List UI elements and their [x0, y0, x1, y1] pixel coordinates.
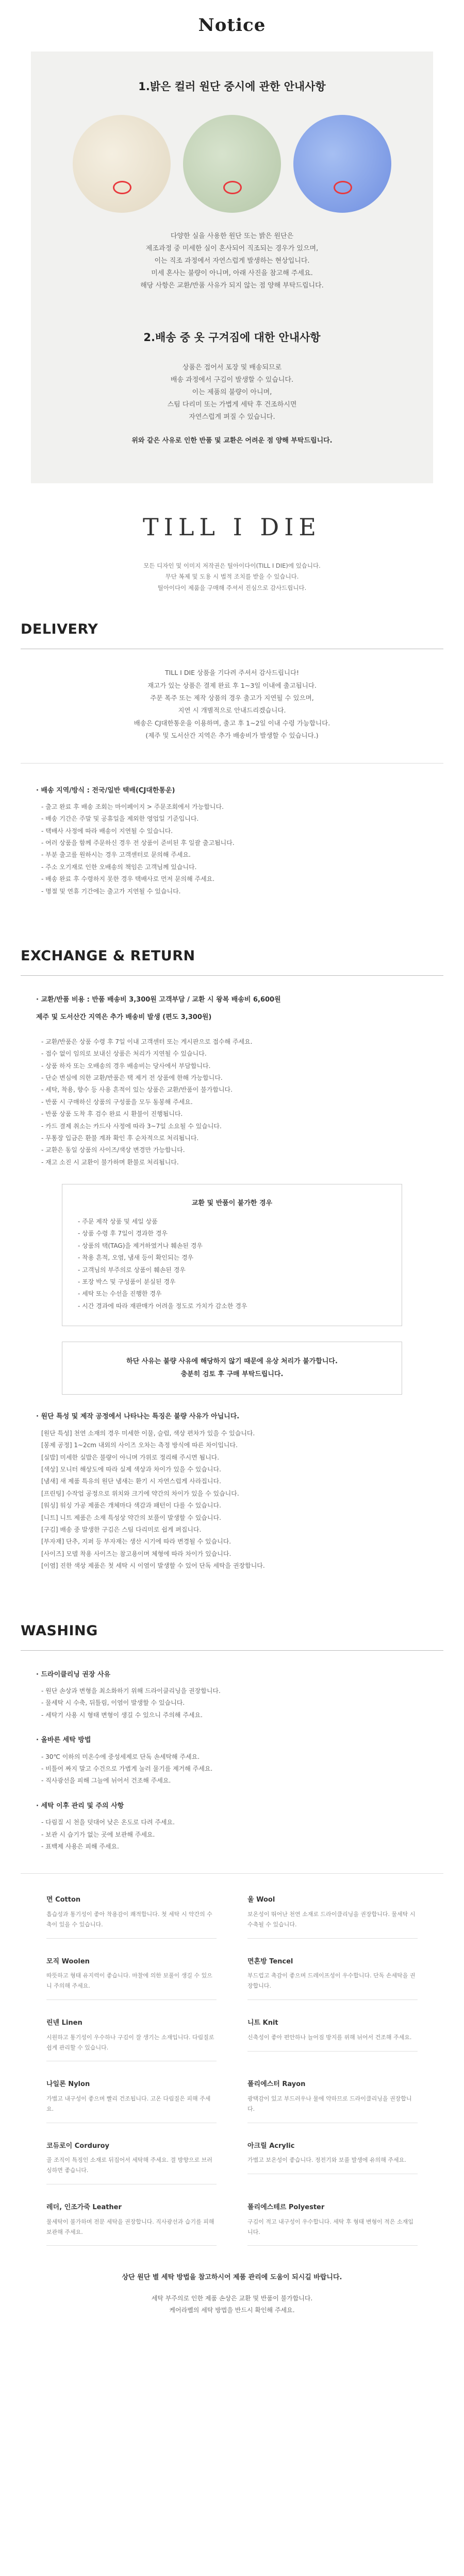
- exchange-section: [0, 944, 464, 1572]
- washing-item: - 비틀어 짜지 말고 수건으로 가볍게 눌러 물기를 제거해 주세요.: [41, 1765, 213, 1772]
- fabric-card: [46, 1956, 217, 2000]
- delivery-section: [0, 617, 464, 897]
- fabric-desc: 부드럽고 촉감이 좋으며 드레이프성이 우수합니다. 단독 손세탁을 권장합니다.: [247, 1972, 416, 1990]
- washing-footer-line: 세탁 부주의로 인한 제품 손상은 교환 및 반품이 불가합니다.: [151, 2295, 313, 2302]
- fabric-name: 면 Cotton: [46, 1896, 81, 1904]
- fabric-card: [46, 1894, 217, 1938]
- color-notice-line: 미세 혼사는 불량이 아니며, 아래 사진을 참고해 주세요.: [151, 269, 313, 277]
- defect-list-item: [부자재] 단추, 지퍼 등 부자재는 생산 시기에 따라 변경될 수 있습니다.: [41, 1538, 231, 1546]
- delivery-intro-line: 지연 시 개별적으로 안내드리겠습니다.: [178, 706, 286, 715]
- fabric-card: [247, 2202, 418, 2246]
- fabric-desc: 구김이 적고 내구성이 우수합니다. 세탁 후 형태 변형이 적은 소재입니다.: [247, 2218, 413, 2235]
- delivery-list: [21, 784, 443, 897]
- exchange-list-item: - 세탁, 착용, 향수 등 사용 흔적이 있는 상품은 교환/반품이 불가합니다.: [41, 1086, 233, 1094]
- color-notice-line: 제조과정 중 미세한 실이 혼사되어 직조되는 경우가 있으며,: [145, 244, 319, 252]
- color-notice-line: 이는 직조 과정에서 자연스럽게 발생하는 현상입니다.: [154, 257, 310, 265]
- delivery-list-head: · 배송 지역/방식 : 전국/일반 택배(CJ대한통운): [36, 786, 175, 794]
- no-return-item: - 시간 경과에 따라 재판매가 어려울 정도로 가치가 감소한 경우: [78, 1302, 247, 1310]
- exchange-list-item: - 상품 하자 또는 오배송의 경우 배송비는 당사에서 부담합니다.: [41, 1062, 211, 1070]
- fabric-swatches: [62, 115, 402, 213]
- fabric-name: 코듀로이 Corduroy: [46, 2142, 110, 2150]
- exchange-list-item: - 단순 변심에 의한 교환/반품은 택 제거 전 상품에 한해 가능합니다.: [41, 1074, 223, 1082]
- no-return-item: - 착용 흔적, 오염, 냄새 등이 확인되는 경우: [78, 1254, 194, 1262]
- delivery-list-item: - 부분 출고를 원하시는 경우 고객센터로 문의해 주세요.: [41, 851, 191, 859]
- no-return-item: - 고객님의 부주의로 상품이 훼손된 경우: [78, 1266, 186, 1274]
- fabric-name: 면혼방 Tencel: [247, 1957, 293, 1965]
- delivery-intro-line: TILL I DIE 상품을 기다려 주셔서 감사드립니다!: [164, 669, 300, 677]
- exchange-intro-line: · 교환/반품 비용 : 반품 배송비 3,300원 고객부담 / 교환 시 왕복 배송비 6,600원: [36, 996, 281, 1004]
- fabric-name: 폴리에스터 Rayon: [247, 2080, 306, 2089]
- highlight-circle-icon: [113, 181, 131, 194]
- fabric-desc: 시원하고 통기성이 우수하나 구김이 잘 생기는 소재입니다. 다림질로 쉽게 관리할 수 있습니다.: [46, 2033, 214, 2051]
- exchange-list-item: - 반품 시 구매하신 상품의 구성품을 모두 동봉해 주세요.: [41, 1098, 193, 1106]
- fabric-card: [46, 2141, 217, 2184]
- no-return-box: [62, 1184, 402, 1326]
- highlight-circle-icon: [223, 181, 242, 194]
- defect-list-item: [니트] 니트 제품은 소재 특성상 약간의 보풀이 발생할 수 있습니다.: [41, 1514, 221, 1521]
- defect-list-item: [색상] 모니터 해상도에 따라 실제 색상과 차이가 있을 수 있습니다.: [41, 1465, 221, 1473]
- fabric-desc: 가볍고 보온성이 좋습니다. 정전기와 보풀 발생에 유의해 주세요.: [247, 2157, 406, 2164]
- delivery-title: DELIVERY: [21, 617, 443, 649]
- fabric-name: 린넨 Linen: [46, 2019, 82, 2027]
- washing-item: - 원단 손상과 변형을 최소화하기 위해 드라이클리닝을 권장합니다.: [41, 1687, 221, 1695]
- delivery-list-item: - 택배사 사정에 따라 배송이 지연될 수 있습니다.: [41, 827, 173, 835]
- defect-note-box: [62, 1342, 402, 1395]
- exchange-title: EXCHANGE & RETURN: [21, 944, 443, 976]
- washing-footer-note: [21, 2246, 443, 2357]
- color-notice-line: 해당 사항은 교환/반품 사유가 되지 않는 점 양해 부탁드립니다.: [140, 281, 324, 290]
- washing-item: - 다림질 시 천을 덧대어 낮은 온도로 다려 주세요.: [41, 1819, 175, 1826]
- fabric-desc: 골 조직이 특징인 소재로 뒤집어서 세탁해 주세요. 결 방향으로 브러싱하면 좋습니다.: [46, 2157, 212, 2174]
- fabric-desc: 가볍고 내구성이 좋으며 빨리 건조됩니다. 고온 다림질은 피해 주세요.: [46, 2095, 211, 2112]
- defect-note: [78, 1355, 386, 1381]
- fabric-desc: 신축성이 좋아 편안하나 늘어짐 방지를 위해 뉘어서 건조해 주세요.: [247, 2033, 412, 2041]
- color-notice-line: 다양한 실을 사용한 원단 또는 밝은 원단은: [170, 232, 294, 240]
- beige-fabric-swatch: [73, 115, 171, 213]
- fabric-card: [247, 1956, 418, 2000]
- fabric-desc: 보온성이 뛰어난 천연 소재로 드라이클리닝을 권장합니다. 물세탁 시 수축될 수 있습니다.: [247, 1911, 416, 1928]
- exchange-list-item: - 반품 상품 도착 후 검수 완료 시 환불이 진행됩니다.: [41, 1110, 183, 1118]
- delivery-list-item: - 배송 완료 후 수령하지 못한 경우 택배사로 먼저 문의해 주세요.: [41, 875, 215, 883]
- fabric-name: 아크릴 Acrylic: [247, 2142, 295, 2150]
- divider: [21, 1873, 443, 1874]
- defect-list-item: [냄새] 새 제품 특유의 원단 냄새는 환기 시 자연스럽게 사라집니다.: [41, 1478, 221, 1485]
- washing-group: [21, 1668, 443, 1722]
- no-return-list: [78, 1216, 386, 1312]
- brand-text: [143, 561, 321, 595]
- notice-title: Notice: [198, 15, 266, 36]
- delivery-intro-line: 주문 폭주 또는 제작 상품의 경우 출고가 지연될 수 있으며,: [150, 694, 314, 702]
- washing-group-head: · 세탁 이후 관리 및 주의 사항: [36, 1802, 124, 1810]
- washing-group-head: · 올바른 세탁 방법: [36, 1736, 91, 1744]
- wrinkle-notice-line: 스팀 다리미 또는 가볍게 세탁 후 건조하시면: [167, 400, 297, 409]
- delivery-list-item: - 배송 기간은 주말 및 공휴일을 제외한 영업일 기준입니다.: [41, 815, 199, 823]
- washing-footer-bold: 상단 원단 별 세탁 방법을 참고하시어 제품 관리에 도움이 되시길 바랍니다.: [122, 2274, 342, 2282]
- brand-line: 무단 복제 및 도용 시 법적 조치를 받을 수 있습니다.: [165, 573, 299, 581]
- washing-item: - 표백제 사용은 피해 주세요.: [41, 1842, 119, 1850]
- defect-list-item: [원단 특성] 천연 소재의 경우 미세한 이물, 슬럽, 색상 편차가 있을 수 있습니다.: [41, 1429, 255, 1437]
- defect-list-item: [프린팅] 수작업 공정으로 위치와 크기에 약간의 차이가 있을 수 있습니다.: [41, 1489, 239, 1497]
- fabric-name: 니트 Knit: [247, 2019, 278, 2027]
- washing-group: [21, 1734, 443, 1787]
- exchange-list-item: - 재고 소진 시 교환이 불가하며 환불로 처리됩니다.: [41, 1158, 179, 1166]
- delivery-list-item: - 명절 및 연휴 기간에는 출고가 지연될 수 있습니다.: [41, 887, 181, 895]
- no-return-item: - 상품 수령 후 7일이 경과한 경우: [78, 1230, 168, 1238]
- washing-item: - 보관 시 습기가 없는 곳에 보관해 주세요.: [41, 1831, 155, 1838]
- washing-footer-line: 케어라벨의 세탁 방법을 반드시 확인해 주세요.: [169, 2306, 295, 2314]
- wrinkle-notice-line: 자연스럽게 펴질 수 있습니다.: [189, 413, 275, 421]
- delivery-intro: [21, 667, 443, 742]
- wrinkle-notice-line: 상품은 접어서 포장 및 배송되므로: [182, 363, 282, 371]
- no-return-item: - 상품의 택(TAG)을 제거하였거나 훼손된 경우: [78, 1242, 203, 1249]
- fabric-name: 나일론 Nylon: [46, 2080, 90, 2089]
- color-notice-text: [62, 230, 402, 292]
- delivery-intro-line: 배송은 CJ대한통운을 이용하며, 출고 후 1~2일 이내 수령 가능합니다.: [134, 719, 330, 727]
- fabric-name: 모직 Woolen: [46, 1957, 90, 1965]
- fabric-desc: 광택감이 있고 부드러우나 물에 약하므로 드라이클리닝을 권장합니다.: [247, 2095, 412, 2112]
- defect-list-item: [실밥] 미세한 실밥은 불량이 아니며 가위로 정리해 주시면 됩니다.: [41, 1453, 220, 1461]
- defect-list-item: [이염] 진한 색상 제품은 첫 세탁 시 이염이 발생할 수 있어 단독 세탁을 권장합니다.: [41, 1562, 265, 1570]
- fabric-card: [247, 1894, 418, 1938]
- washing-item: - 물세탁 시 수축, 뒤틀림, 이염이 발생할 수 있습니다.: [41, 1699, 185, 1707]
- fabric-card: [247, 2018, 418, 2061]
- no-return-item: - 주문 제작 상품 및 세일 상품: [78, 1217, 158, 1225]
- fabric-name: 레더, 인조가죽 Leather: [46, 2204, 122, 2212]
- defect-list: [21, 1410, 443, 1572]
- defect-note-line: 하단 사유는 불량 사유에 해당하지 않기 때문에 유상 처리가 불가합니다.: [126, 1358, 338, 1366]
- blue-fabric-swatch: [293, 115, 391, 213]
- defect-list-item: [구김] 배송 중 발생한 구김은 스팀 다리미로 쉽게 펴집니다.: [41, 1526, 202, 1533]
- delivery-list-item: - 주소 오기재로 인한 오배송의 책임은 고객님께 있습니다.: [41, 863, 197, 871]
- washing-item: - 세탁기 사용 시 형태 변형이 생길 수 있으니 주의해 주세요.: [41, 1711, 203, 1719]
- defect-note-line: 충분히 검토 후 구매 부탁드립니다.: [180, 1370, 284, 1378]
- highlight-circle-icon: [334, 181, 352, 194]
- fabric-desc: 물세탁이 불가하며 전문 세탁을 권장합니다. 직사광선과 습기를 피해 보관해 주세요.: [46, 2218, 214, 2235]
- wrinkle-notice-line: 이는 제품의 불량이 아니며,: [192, 388, 272, 396]
- washing-item: - 직사광선을 피해 그늘에 뉘어서 건조해 주세요.: [41, 1777, 171, 1785]
- fabric-card: [247, 2079, 418, 2123]
- washing-group-head: · 드라이클리닝 권장 사유: [36, 1670, 111, 1679]
- wrinkle-notice-text: [62, 362, 402, 447]
- brand-line: 모든 디자인 및 이미지 저작권은 틸아이다이(TILL I DIE)에 있습니다.: [143, 562, 321, 569]
- defect-list-item: [워싱] 워싱 가공 제품은 개체마다 색감과 패턴이 다를 수 있습니다.: [41, 1502, 221, 1510]
- divider: [21, 763, 443, 764]
- mint-fabric-swatch: [183, 115, 281, 213]
- exchange-list-item: - 교환은 동일 상품의 사이즈/색상 변경만 가능합니다.: [41, 1146, 185, 1154]
- fabric-card: [247, 2141, 418, 2184]
- defect-list-head: · 원단 특성 및 제작 공정에서 나타나는 특징은 불량 사유가 아닙니다.: [36, 1413, 240, 1421]
- delivery-list-item: - 여러 상품을 함께 주문하신 경우 전 상품이 준비된 후 일괄 출고됩니다.: [41, 839, 235, 847]
- exchange-list-item: - 교환/반품은 상품 수령 후 7일 이내 고객센터 또는 게시판으로 접수해 주세요.: [41, 1038, 253, 1045]
- washing-group: [21, 1800, 443, 1853]
- fabric-card: [46, 2202, 217, 2246]
- fabric-desc: 따뜻하고 형태 유지력이 좋습니다. 마찰에 의한 보풀이 생길 수 있으니 주의해 주세요.: [46, 1972, 212, 1990]
- brand-line: 틸아이다이 제품을 구매해 주셔서 진심으로 감사드립니다.: [157, 584, 307, 592]
- fabric-desc: 흡습성과 통기성이 좋아 착용감이 쾌적합니다. 첫 세탁 시 약간의 수축이 있을 수 있습니다.: [46, 1911, 212, 1928]
- exchange-list: [21, 1036, 443, 1168]
- exchange-intro-line: 제주 및 도서산간 지역은 추가 배송비 발생 (편도 3,300원): [36, 1013, 212, 1021]
- washing-section: [0, 1619, 464, 2358]
- fabric-care-grid: [21, 1894, 443, 2246]
- exchange-list-item: - 접수 없이 임의로 보내신 상품은 처리가 지연될 수 있습니다.: [41, 1050, 207, 1058]
- color-notice-title: 1.밝은 컬러 원단 중시에 관한 안내사항: [138, 80, 326, 93]
- exchange-list-item: - 무통장 입금은 환불 계좌 확인 후 순차적으로 처리됩니다.: [41, 1134, 199, 1142]
- exchange-list-item: - 카드 결제 취소는 카드사 사정에 따라 3~7일 소요될 수 있습니다.: [41, 1122, 222, 1130]
- washing-item: - 30℃ 이하의 미온수에 중성세제로 단독 손세탁해 주세요.: [41, 1753, 200, 1760]
- fabric-card: [46, 2079, 217, 2123]
- wrinkle-notice-title: 2.배송 중 옷 구겨짐에 대한 안내사항: [143, 331, 321, 344]
- wrinkle-notice-line: 배송 과정에서 구김이 발생할 수 있습니다.: [170, 376, 294, 384]
- delivery-intro-line: (제주 및 도서산간 지역은 추가 배송비가 발생할 수 있습니다.): [145, 732, 319, 740]
- brand-block: [0, 483, 464, 617]
- fabric-name: 울 Wool: [247, 1896, 275, 1904]
- defect-list-item: [봉제 공정] 1~2cm 내외의 사이즈 오차는 측정 방식에 따른 차이입니다.: [41, 1442, 238, 1449]
- no-return-title: 교환 및 반품이 불가한 경우: [191, 1199, 273, 1208]
- no-return-item: - 세탁 또는 수선을 진행한 경우: [78, 1290, 162, 1298]
- wrinkle-notice-strong: 위와 같은 사유로 인한 반품 및 교환은 어려운 점 양해 부탁드립니다.: [131, 436, 333, 445]
- exchange-intro: [21, 993, 443, 1024]
- delivery-intro-line: 재고가 있는 상품은 결제 완료 후 1~3일 이내에 출고됩니다.: [147, 681, 317, 689]
- no-return-item: - 포장 박스 및 구성품이 분실된 경우: [78, 1278, 176, 1285]
- fabric-name: 폴리에스테르 Polyester: [247, 2204, 325, 2212]
- notice-box: [31, 52, 433, 483]
- brand-logo: TILL I DIE: [143, 513, 321, 541]
- defect-list-item: [사이즈] 모델 착용 사이즈는 참고용이며 체형에 따라 차이가 있습니다.: [41, 1550, 231, 1557]
- fabric-card: [46, 2018, 217, 2061]
- delivery-list-item: - 출고 완료 후 배송 조회는 마이페이지 > 주문조회에서 가능합니다.: [41, 803, 224, 810]
- washing-title: WASHING: [21, 1619, 443, 1651]
- notice-header: [0, 0, 464, 52]
